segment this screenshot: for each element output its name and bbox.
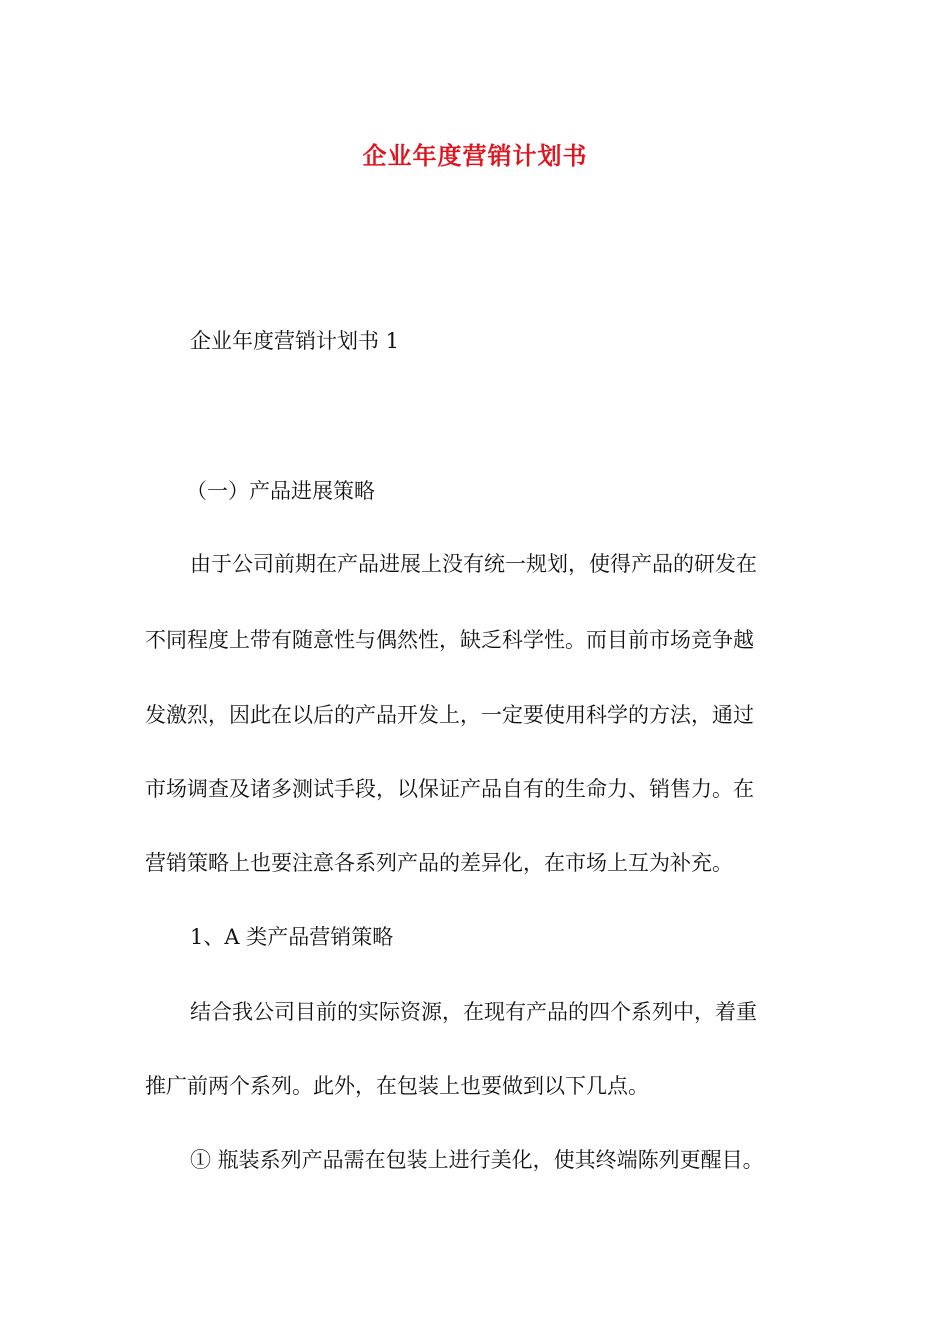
paragraph-line: 结合我公司目前的实际资源，在现有产品的四个系列中，着重 <box>190 1000 757 1024</box>
paragraph-line: 发激烈，因此在以后的产品开发上，一定要使用科学的方法，通过 <box>145 703 754 727</box>
paragraph-line: 由于公司前期在产品进展上没有统一规划，使得产品的研发在 <box>190 552 757 576</box>
subheading-a-products: 1、A 类产品营销策略 <box>190 925 394 949</box>
list-item: ① 瓶装系列产品需在包装上进行美化，使其终端陈列更醒目。 <box>190 1148 764 1172</box>
paragraph-line: 营销策略上也要注意各系列产品的差异化，在市场上互为补充。 <box>145 851 733 875</box>
paragraph-line: 不同程度上带有随意性与偶然性，缺乏科学性。而目前市场竞争越 <box>145 628 754 652</box>
paragraph-line: 推广前两个系列。此外，在包装上也要做到以下几点。 <box>145 1074 649 1098</box>
document-subtitle: 企业年度营销计划书 1 <box>190 329 400 353</box>
document-title: 企业年度营销计划书 <box>362 141 588 170</box>
section-heading: （一）产品进展策略 <box>186 479 375 503</box>
paragraph-line: 市场调查及诸多测试手段，以保证产品自有的生命力、销售力。在 <box>145 777 754 801</box>
